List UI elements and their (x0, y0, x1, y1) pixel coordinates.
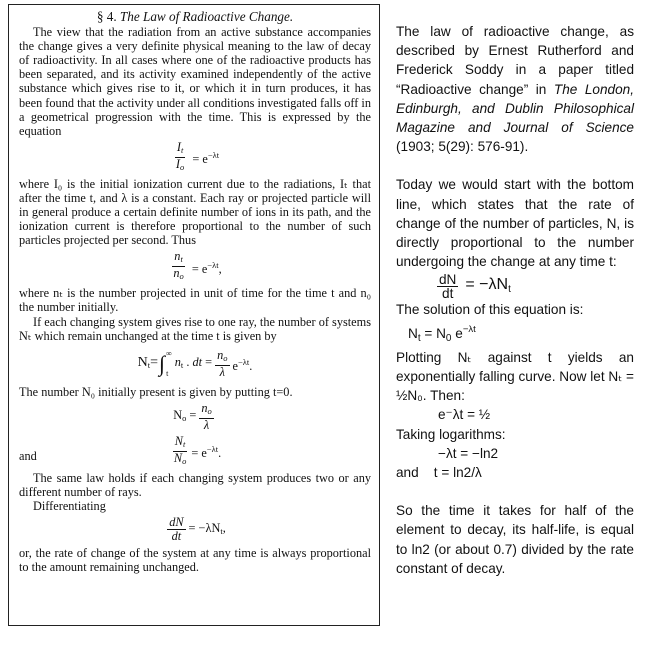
paragraph-3: where nₜ is the number projected in unit of time for the time t and n₀ the number initially. (19, 286, 371, 315)
equation-3: $N_t=$ ∫ ∞ t $n_t$ . dt = $\frac{n_o}{\lambda}$ $e^{-\lambda t}$. (137, 347, 253, 379)
final-row (396, 463, 634, 482)
and-label: and (19, 448, 37, 463)
equation-1: $\frac{I_t}{I_o}$ = $e^{-\lambda t}$ (175, 139, 220, 172)
section-title (19, 10, 371, 24)
equation-6: $\frac{dN}{dt}$ = $-\lambda N_t$, (169, 515, 226, 544)
conclusion-paragraph: So the time it takes for half of the element to decay, its half-life, is equal to ln2 (or about 0.7) divided by the rate constant of decay. (396, 503, 634, 576)
section-title-text: The Law of Radioactive Change. (119, 9, 294, 24)
scanned-page (8, 4, 380, 626)
paragraph-7: Differentiating (33, 499, 106, 514)
plotting-paragraph: Plotting Nₜ against t yields an exponentially falling curve. Now let Nₜ = ½N₀. Then: (396, 349, 634, 404)
intro-text-b: (1903; 5(29): 576-91). (396, 139, 529, 155)
log-equation: −λt = −ln2 (438, 445, 499, 461)
solution-equation: $N_t = N_0$ $e^{-\lambda t}$ (408, 323, 476, 344)
log-intro: Taking logarithms: (396, 426, 506, 442)
equation-2: $\frac{n_t}{n_o}$ = $e^{-\lambda t}$, (173, 249, 222, 282)
section-number: § 4. (96, 9, 117, 24)
paragraph-1: The view that the radiation from an active substance accompanies the change gives a very definite physical meaning to the law of decay of radioactivity. In all cases where one of the radioactive products has been separated, and its activity examined independently of the active substance which gives rise to it, or which it in turn produces, it has been found that the activity under all conditions investigated falls off in a geometrical progression with the time. This is expressed by the equation (19, 25, 371, 138)
paragraph-8: or, the rate of change of the system at any time is always proportional to the amount remaining unchanged. (19, 546, 371, 575)
solution-intro: The solution of this equation is: (396, 302, 584, 318)
today-paragraph: Today we would start with the bottom line, which states that the rate of change of the number of particles, N, is directly proportional to the number undergoing the change at any time t: (396, 177, 634, 270)
journal-title: The London, Edinburgh, and Dublin Philosophical Magazine and Journal of Science (396, 81, 634, 136)
equation-5: $\frac{N_t}{N_o}$ = $e^{-\lambda t}$. (173, 433, 222, 466)
equation-5-row (19, 435, 371, 468)
paragraph-2: where I₀ is the initial ionization current due to the radiations, Iₜ that after the time t, and λ is a constant. Each ray or projected particle will in general produce a certain definite number of ions in its path, and the ionization current is therefore proportional to the number of such particles projected per second. Thus (19, 176, 371, 248)
explanation-panel (396, 22, 634, 578)
paragraph-6: The same law holds if each changing system produces two or any different number of rays. (19, 470, 371, 500)
final-equation: t = ln2/λ (433, 465, 482, 481)
and-word: and (396, 465, 419, 481)
paragraph-5: The number N₀ initially present is given by putting t=0. (19, 384, 293, 399)
equation-4: $N_o$ = $\frac{n_o}{\lambda}$ (173, 400, 212, 432)
intro-paragraph (396, 22, 634, 156)
rate-equation: $\frac{dN}{dt}$ = −λNt (439, 272, 511, 302)
half-equation: e⁻λt = ½ (438, 407, 491, 423)
intro-text-a: The law of radioactive change, as described by Ernest Rutherford and Frederick Soddy in a paper titled “Radioactive change” in (396, 24, 634, 97)
paragraph-4: If each changing system gives rise to one ray, the number of systems Nₜ which remain unchanged at the time t is given by (19, 314, 371, 343)
